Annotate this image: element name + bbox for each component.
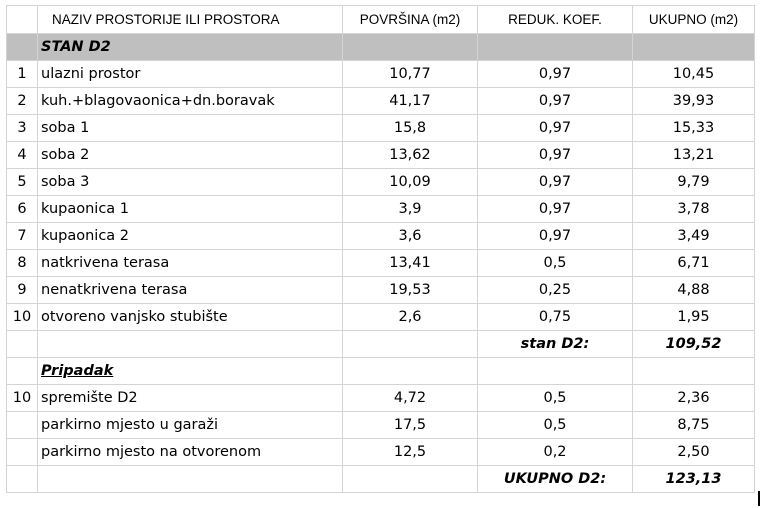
area-cell[interactable]: 3,6 xyxy=(343,223,478,250)
grand-total-value[interactable]: 123,13 xyxy=(633,466,755,493)
area-cell[interactable]: 3,9 xyxy=(343,196,478,223)
table-row xyxy=(7,412,755,439)
room-name-cell[interactable]: kupaonica 2 xyxy=(38,223,343,250)
room-name-cell[interactable]: ulazni prostor xyxy=(38,61,343,88)
coef-cell[interactable]: 0,97 xyxy=(478,88,633,115)
room-name-cell[interactable]: kuh.+blagovaonica+dn.boravak xyxy=(38,88,343,115)
room-name-cell[interactable]: parkirno mjesto na otvorenom xyxy=(38,439,343,466)
area-cell[interactable]: 17,5 xyxy=(343,412,478,439)
section-title-row xyxy=(7,34,755,61)
total-cell[interactable]: 9,79 xyxy=(633,169,755,196)
empty-cell[interactable] xyxy=(7,34,38,61)
room-name-cell[interactable]: kupaonica 1 xyxy=(38,196,343,223)
row-index-cell[interactable]: 4 xyxy=(7,142,38,169)
empty-cell[interactable] xyxy=(7,466,38,493)
coef-cell[interactable]: 0,25 xyxy=(478,277,633,304)
table-row xyxy=(7,115,755,142)
total-cell[interactable]: 39,93 xyxy=(633,88,755,115)
area-cell[interactable]: 2,6 xyxy=(343,304,478,331)
row-index-cell[interactable]: 10 xyxy=(7,385,38,412)
row-index-cell[interactable]: 2 xyxy=(7,88,38,115)
total-cell[interactable]: 13,21 xyxy=(633,142,755,169)
empty-cell[interactable] xyxy=(343,34,478,61)
room-name-cell[interactable]: soba 1 xyxy=(38,115,343,142)
coef-cell[interactable]: 0,97 xyxy=(478,115,633,142)
area-cell[interactable]: 41,17 xyxy=(343,88,478,115)
area-cell[interactable]: 4,72 xyxy=(343,385,478,412)
empty-cell[interactable] xyxy=(343,331,478,358)
empty-cell[interactable] xyxy=(633,34,755,61)
row-index-cell[interactable]: 1 xyxy=(7,61,38,88)
subtotal-label[interactable]: stan D2: xyxy=(478,331,633,358)
empty-cell[interactable] xyxy=(343,358,478,385)
coef-cell[interactable]: 0,97 xyxy=(478,169,633,196)
coef-cell[interactable]: 0,5 xyxy=(478,250,633,277)
row-index-cell[interactable]: 7 xyxy=(7,223,38,250)
area-cell[interactable]: 12,5 xyxy=(343,439,478,466)
total-cell[interactable]: 4,88 xyxy=(633,277,755,304)
row-index-cell[interactable] xyxy=(7,439,38,466)
section-title-pripadak[interactable]: Pripadak xyxy=(38,358,343,385)
grand-total-label[interactable]: UKUPNO D2: xyxy=(478,466,633,493)
text-cursor xyxy=(758,491,760,506)
coef-cell[interactable]: 0,5 xyxy=(478,412,633,439)
empty-cell[interactable] xyxy=(343,466,478,493)
row-index-cell[interactable]: 10 xyxy=(7,304,38,331)
area-cell[interactable]: 13,62 xyxy=(343,142,478,169)
area-cell[interactable]: 10,77 xyxy=(343,61,478,88)
coef-cell[interactable]: 0,97 xyxy=(478,196,633,223)
total-cell[interactable]: 3,78 xyxy=(633,196,755,223)
room-name-cell[interactable]: spremište D2 xyxy=(38,385,343,412)
table-row xyxy=(7,385,755,412)
table-row xyxy=(7,88,755,115)
table-row xyxy=(7,439,755,466)
empty-cell[interactable] xyxy=(38,331,343,358)
area-cell[interactable]: 13,41 xyxy=(343,250,478,277)
area-table xyxy=(6,5,755,493)
header-coef-cell[interactable]: REDUK. KOEF. xyxy=(478,6,633,34)
row-index-cell[interactable]: 9 xyxy=(7,277,38,304)
empty-cell[interactable] xyxy=(478,358,633,385)
room-name-cell[interactable]: parkirno mjesto u garaži xyxy=(38,412,343,439)
table-row xyxy=(7,169,755,196)
subtotal-row xyxy=(7,331,755,358)
area-cell[interactable]: 19,53 xyxy=(343,277,478,304)
table-row xyxy=(7,250,755,277)
coef-cell[interactable]: 0,2 xyxy=(478,439,633,466)
total-cell[interactable]: 8,75 xyxy=(633,412,755,439)
section-title-stan[interactable]: STAN D2 xyxy=(38,34,343,61)
row-index-cell[interactable]: 5 xyxy=(7,169,38,196)
subtotal-value[interactable]: 109,52 xyxy=(633,331,755,358)
empty-cell[interactable] xyxy=(7,358,38,385)
total-cell[interactable]: 6,71 xyxy=(633,250,755,277)
room-name-cell[interactable]: soba 3 xyxy=(38,169,343,196)
table-row xyxy=(7,61,755,88)
total-cell[interactable]: 3,49 xyxy=(633,223,755,250)
area-cell[interactable]: 15,8 xyxy=(343,115,478,142)
table-row xyxy=(7,304,755,331)
coef-cell[interactable]: 0,5 xyxy=(478,385,633,412)
room-name-cell[interactable]: otvoreno vanjsko stubište xyxy=(38,304,343,331)
area-cell[interactable]: 10,09 xyxy=(343,169,478,196)
coef-cell[interactable]: 0,97 xyxy=(478,61,633,88)
header-area-cell[interactable]: POVRŠINA (m2) xyxy=(343,6,478,34)
grand-total-row xyxy=(7,466,755,493)
row-index-cell[interactable] xyxy=(7,412,38,439)
empty-cell[interactable] xyxy=(633,358,755,385)
table-row xyxy=(7,142,755,169)
row-index-cell[interactable]: 6 xyxy=(7,196,38,223)
table-row xyxy=(7,277,755,304)
header-row xyxy=(7,6,755,34)
total-cell[interactable]: 2,50 xyxy=(633,439,755,466)
section-title-row xyxy=(7,358,755,385)
header-index-cell[interactable] xyxy=(7,6,38,34)
room-name-cell[interactable]: soba 2 xyxy=(38,142,343,169)
table-row xyxy=(7,196,755,223)
room-name-cell[interactable]: nenatkrivena terasa xyxy=(38,277,343,304)
room-name-cell[interactable]: natkrivena terasa xyxy=(38,250,343,277)
row-index-cell[interactable]: 8 xyxy=(7,250,38,277)
coef-cell[interactable]: 0,75 xyxy=(478,304,633,331)
total-cell[interactable]: 2,36 xyxy=(633,385,755,412)
coef-cell[interactable]: 0,97 xyxy=(478,223,633,250)
empty-cell[interactable] xyxy=(478,34,633,61)
total-cell[interactable]: 10,45 xyxy=(633,61,755,88)
coef-cell[interactable]: 0,97 xyxy=(478,142,633,169)
header-total-cell[interactable]: UKUPNO (m2) xyxy=(633,6,755,34)
empty-cell[interactable] xyxy=(7,331,38,358)
empty-cell[interactable] xyxy=(38,466,343,493)
total-cell[interactable]: 15,33 xyxy=(633,115,755,142)
total-cell[interactable]: 1,95 xyxy=(633,304,755,331)
header-name-cell[interactable]: NAZIV PROSTORIJE ILI PROSTORA xyxy=(38,6,343,34)
row-index-cell[interactable]: 3 xyxy=(7,115,38,142)
table-row xyxy=(7,223,755,250)
